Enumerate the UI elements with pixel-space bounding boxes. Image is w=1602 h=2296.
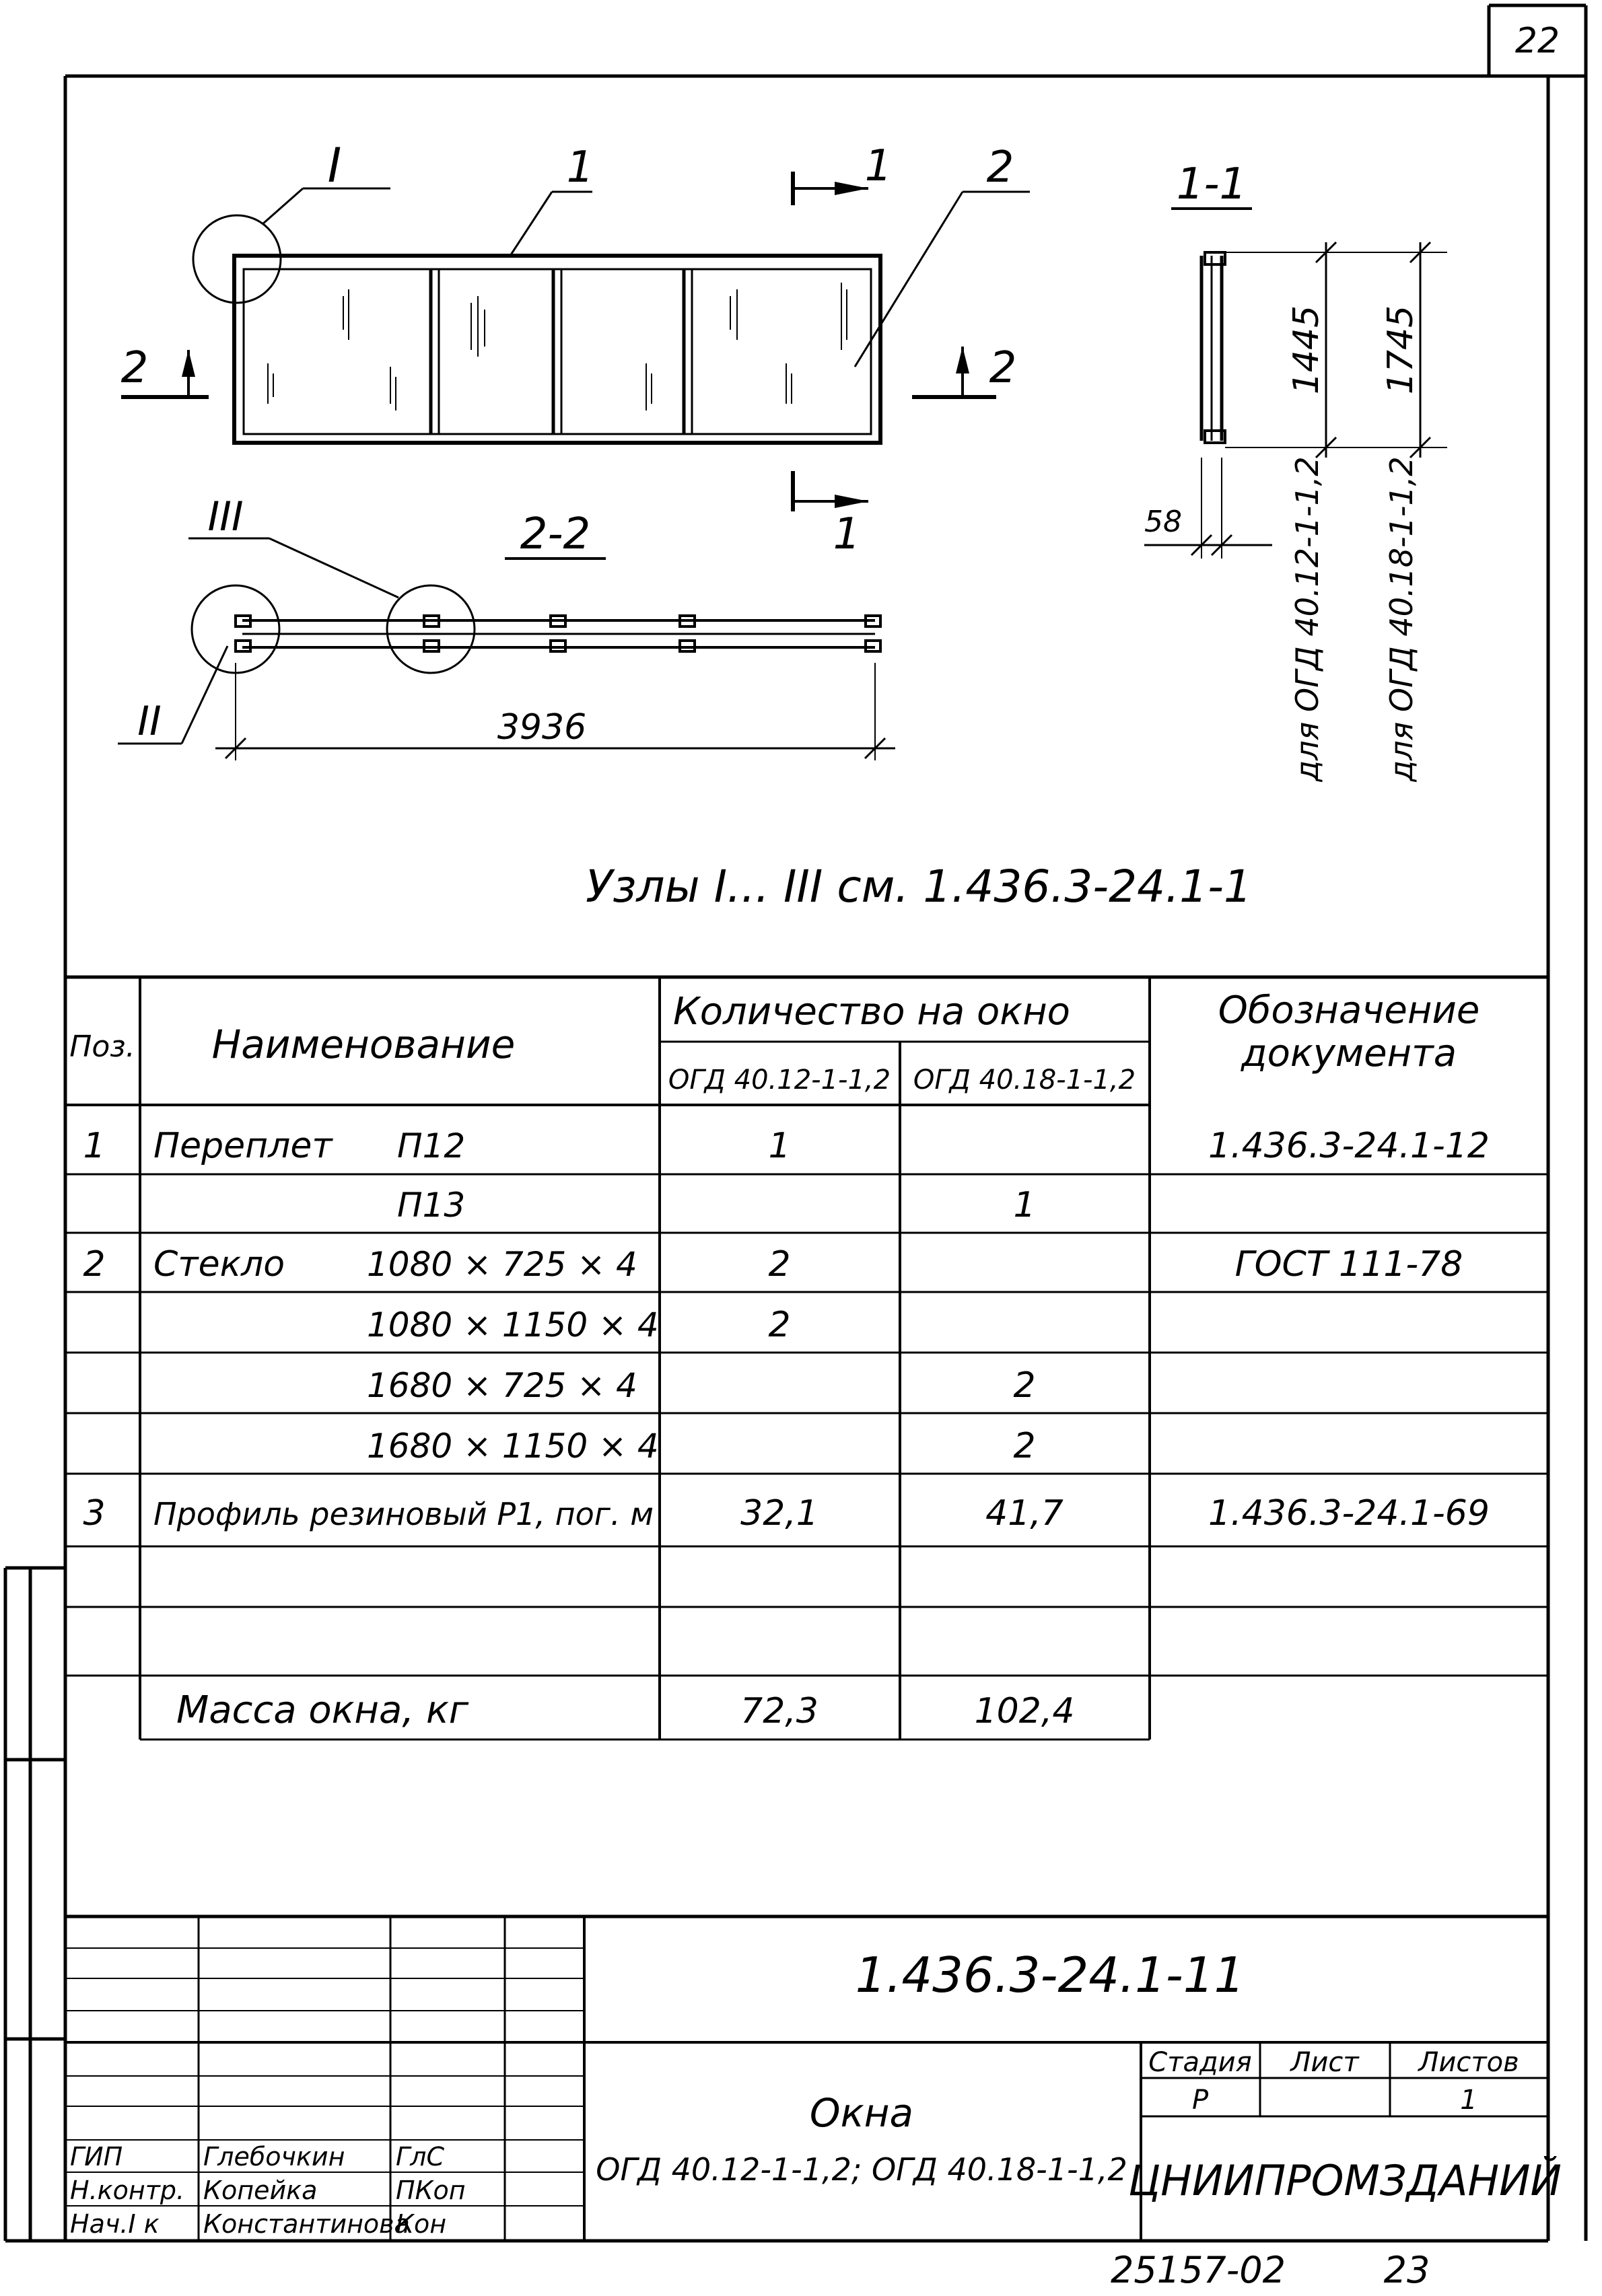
staff-signature: Кон <box>396 2209 447 2239</box>
row-name: Переплет <box>153 1126 333 1166</box>
row-qty-b: 2 <box>1013 1426 1036 1466</box>
staff-signature: ПКоп <box>396 2176 466 2205</box>
section-1-1-title: 1-1 <box>1176 159 1247 209</box>
row-qty-a: 2 <box>768 1244 791 1285</box>
row-spec: 1080 × 725 × 4 <box>367 1245 637 1284</box>
stage-label: Стадия <box>1148 2047 1252 2078</box>
row-spec: 1680 × 725 × 4 <box>367 1366 637 1405</box>
spec-table-rows <box>83 1126 1490 1732</box>
staff-list <box>70 2142 466 2239</box>
row-spec: 1680 × 1150 × 4 <box>367 1427 659 1466</box>
dim-58: 58 <box>1144 505 1182 539</box>
row-doc: ГОСТ 111-78 <box>1234 1244 1463 1285</box>
header-qty-b: ОГД 40.18-1-1,2 <box>913 1065 1136 1096</box>
stage-value: Р <box>1191 2085 1209 2116</box>
sheets-label: Листов <box>1418 2047 1519 2078</box>
footer-number: 23 <box>1383 2249 1430 2291</box>
row-pos: 1 <box>83 1126 106 1166</box>
row-qty-b: 102,4 <box>974 1691 1075 1731</box>
title-line-1: Окна <box>809 2090 914 2136</box>
row-qty-b: 1 <box>1013 1185 1036 1225</box>
header-doc-wrap <box>1152 989 1545 1104</box>
header-qty-a: ОГД 40.12-1-1,2 <box>668 1065 891 1096</box>
row-qty-b: 41,7 <box>985 1493 1064 1534</box>
title-block <box>70 1947 1562 2239</box>
header-qty: Количество на окно <box>673 990 1070 1034</box>
title-line-2: ОГД 40.12-1-1,2; ОГД 40.18-1-1,2 <box>596 2151 1127 2188</box>
sheets-value: 1 <box>1460 2085 1477 2116</box>
dim-1745: 1745 <box>1381 305 1421 395</box>
staff-name: Константинова <box>203 2209 410 2239</box>
row-qty-a: 1 <box>768 1126 791 1166</box>
row-name: Профиль резиновый Р1, пог. м <box>153 1496 654 1532</box>
staff-role: Н.контр. <box>70 2176 185 2205</box>
row-qty-a: 32,1 <box>740 1493 819 1534</box>
row-spec: П13 <box>397 1186 466 1225</box>
organization-name: ЦНИИПРОМЗДАНИЙ <box>1128 2156 1562 2205</box>
staff-name: Глебочкин <box>203 2142 345 2172</box>
sheet-frame <box>5 5 1586 2241</box>
header-pos: Поз. <box>69 1030 135 1064</box>
node-II-label: II <box>137 698 162 745</box>
page-number: 22 <box>1514 21 1560 61</box>
row-qty-a: 2 <box>768 1305 791 1345</box>
cut-1-top-label: 1 <box>864 141 893 191</box>
row-pos: 3 <box>83 1493 106 1534</box>
row-spec: 1080 × 1150 × 4 <box>367 1305 659 1344</box>
node-I-label: I <box>327 138 342 193</box>
row-qty-a: 72,3 <box>740 1691 819 1731</box>
for-ogd-18-note: для ОГД 40.18-1-1,2 <box>1383 456 1420 782</box>
cut-1-bottom-label: 1 <box>833 509 861 559</box>
cut-2-left-label: 2 <box>120 343 149 393</box>
row-spec: П12 <box>397 1126 466 1165</box>
node-III-label: III <box>207 493 244 540</box>
dim-1445: 1445 <box>1286 305 1327 395</box>
staff-name: Копейка <box>203 2176 318 2205</box>
row-pos: 2 <box>83 1244 106 1285</box>
pos-1-label: 1 <box>566 143 594 192</box>
dim-3936: 3936 <box>497 707 587 748</box>
for-ogd-12-note: для ОГД 40.12-1-1,2 <box>1289 456 1325 782</box>
staff-role: Нач.I к <box>70 2209 160 2239</box>
staff-signature: ГлС <box>396 2142 444 2172</box>
pos-2-label: 2 <box>986 143 1014 192</box>
header-doc: Обозначение документа <box>1218 989 1480 1075</box>
row-doc: 1.436.3-24.1-69 <box>1208 1493 1490 1534</box>
cut-2-right-label: 2 <box>989 343 1017 393</box>
row-name: Стекло <box>153 1244 285 1285</box>
row-qty-b: 2 <box>1013 1365 1036 1406</box>
section-2-2-title: 2-2 <box>520 509 591 559</box>
staff-role: ГИП <box>70 2142 123 2172</box>
archive-number: 25157-02 <box>1111 2249 1286 2291</box>
document-code: 1.436.3-24.1-11 <box>855 1947 1245 2003</box>
sheet-label: Лист <box>1290 2047 1359 2078</box>
row-doc: 1.436.3-24.1-12 <box>1208 1126 1490 1166</box>
row-name: Масса окна, кг <box>176 1688 469 1732</box>
window-front-view <box>121 172 1030 511</box>
nodes-reference-note: Узлы I... III см. 1.436.3-24.1-1 <box>586 861 1252 912</box>
header-name: Наименование <box>211 1021 516 1067</box>
spec-table-header <box>69 989 1545 1104</box>
